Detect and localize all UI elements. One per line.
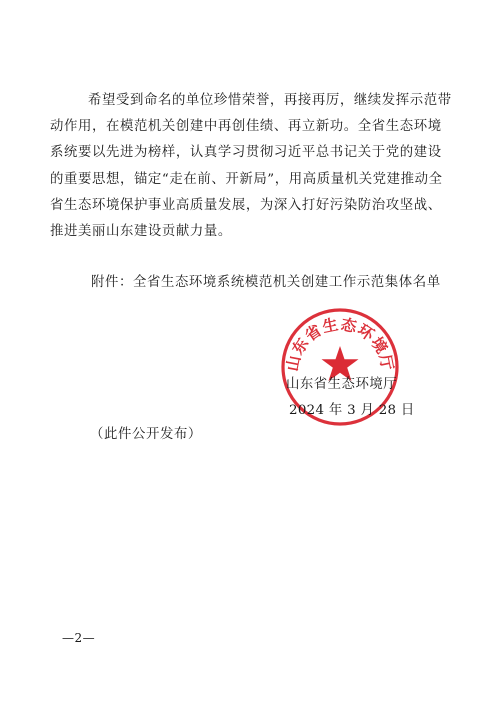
body-line: 省生态环境保护事业高质量发展，为深入打好污染防治攻坚战、 (50, 197, 442, 213)
body-line: 动作用，在模范机关创建中再创佳绩、再立新功。全省生态环境 (50, 119, 442, 135)
seal-text: 山东省生态环境厅 (283, 315, 397, 373)
issue-date: 2024 年 3 月 28 日 (289, 403, 415, 418)
body-line: 的重要思想，锚定“走在前、开新局”，用高质量机关党建推动全 (50, 171, 443, 187)
page-number: —2— (62, 631, 96, 645)
body-line: 推进美丽山东建设贡献力量。 (50, 224, 232, 240)
attachment-note: 附件：全省生态环境系统模范机关创建工作示范集体名单 (91, 275, 441, 290)
signer-name: 山东省生态环境厅 (286, 377, 398, 392)
publish-note: （此件公开发布） (90, 427, 202, 442)
body-line: 系统要以先进为榜样，认真学习贯彻习近平总书记关于党的建设 (50, 145, 442, 161)
body-line: 希望受到命名的单位珍惜荣誉，再接再厉，继续发挥示范带 (88, 93, 452, 108)
body-paragraph (50, 88, 452, 245)
